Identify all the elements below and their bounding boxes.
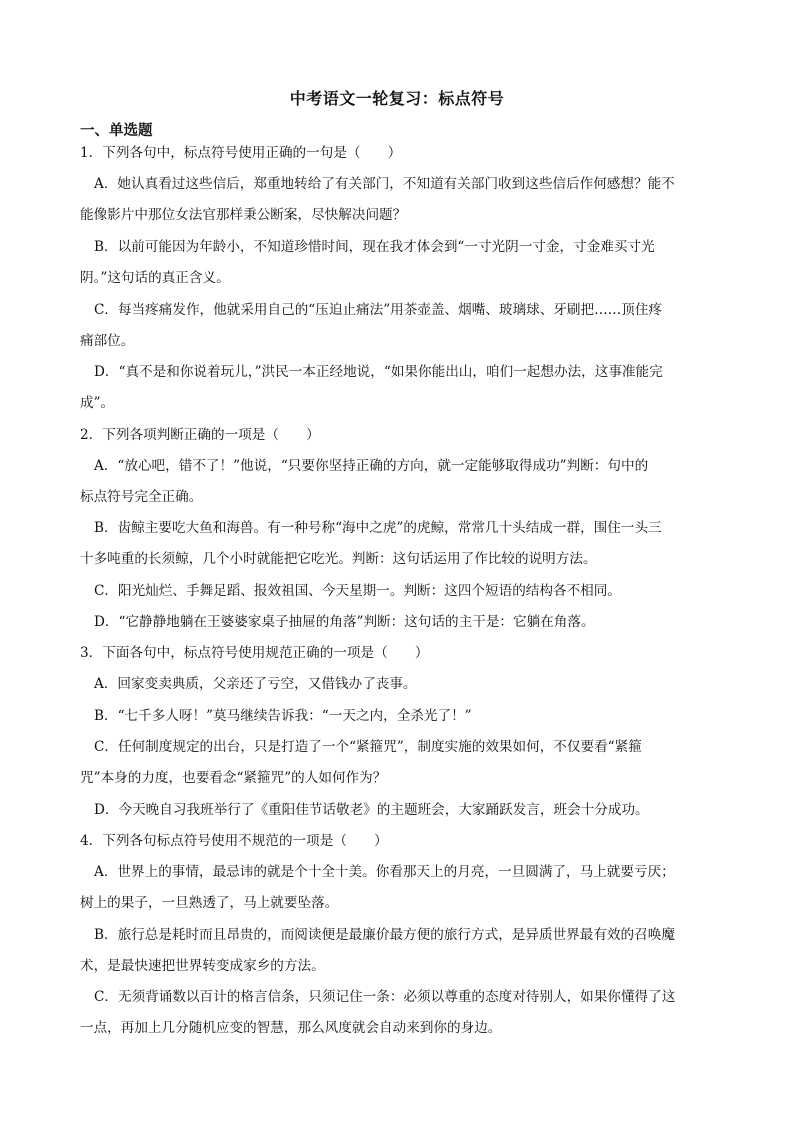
q4-option-a-line-2: 树上的果子，一旦熟透了，马上就要坠落。 (80, 895, 339, 911)
q2-option-c: C．阳光灿烂、手舞足蹈、报效祖国、今天星期一。判断：这四个短语的结构各不相同。 (94, 583, 621, 599)
section-heading: 一、单选题 (80, 123, 153, 139)
page-title: 中考语文一轮复习：标点符号 (289, 89, 505, 108)
q4-option-c-line-1: C．无须背诵数以百计的格言信条，只须记住一条：必须以尊重的态度对待别人，如果你懂得了这 (94, 989, 676, 1005)
q2-option-b-line-1: B．齿鲸主要吃大鱼和海兽。有一种号称“海中之虎”的虎鲸，常常几十头结成一群，围住一头三 (94, 520, 662, 536)
q1-option-d-line-1: D．“真不是和你说着玩儿，”洪民一本正经地说，“如果你能出山，咱们一起想办法，这事准能完 (94, 364, 663, 380)
q1-option-b-line-1: B．以前可能因为年龄小，不知道珍惜时间，现在我才体会到“一寸光阴一寸金，寸金难买寸光 (94, 239, 655, 255)
q1-option-a-line-2: 能像影片中那位女法官那样秉公断案，尽快解决问题？ (80, 207, 407, 223)
q3-option-b: B．“七千多人呀！”莫马继续告诉我：“一天之内，全杀光了！” (94, 708, 472, 724)
question-3-stem: 3．下面各句中，标点符号使用规范正确的一项是（ ） (80, 645, 429, 661)
question-4-stem: 4．下列各句标点符号使用不规范的一项是（ ） (80, 833, 388, 849)
q4-option-b-line-1: B．旅行总是耗时而且昂贵的，而阅读便是最廉价最方便的旅行方式，是异质世界最有效的召唤魔 (94, 927, 675, 943)
q2-option-a-line-2: 标点符号完全正确。 (80, 489, 203, 505)
question-2-stem: 2．下列各项判断正确的一项是（ ） (80, 427, 320, 443)
q3-option-c-line-2: 咒”本身的力度，也要看念“紧箍咒”的人如何作为？ (80, 770, 387, 786)
q4-option-c-line-2: 一点，再加上几分随机应变的智慧，那么风度就会自动来到你的身边。 (80, 1020, 502, 1036)
q1-option-b-line-2: 阴。”这句话的真正含义。 (80, 270, 230, 286)
q4-option-a-line-1: A．世界上的事情，最忌讳的就是个十全十美。你看那天上的月亮，一旦圆满了，马上就要亏厌； (94, 864, 675, 880)
q3-option-c-line-1: C．任何制度规定的出台，只是打造了一个“紧箍咒”，制度实施的效果如何，不仅要看“紧箍 (94, 739, 642, 755)
q4-option-b-line-2: 术，是最快速把世界转变成家乡的方法。 (80, 958, 325, 974)
q2-option-b-line-2: 十多吨重的长须鲸，几个小时就能把它吃光。判断：这句话运用了作比较的说明方法。 (80, 551, 597, 567)
q2-option-d: D．“它静静地躺在王婆婆家桌子抽屉的角落”判断：这句话的主干是：它躺在角落。 (94, 614, 595, 630)
q1-option-c-line-1: C．每当疼痛发作，他就采用自己的“压迫止痛法”用茶壶盖、烟嘴、玻璃球、牙刷把……顶住疼 (94, 302, 663, 318)
q3-option-d: D．今天晚自习我班举行了《重阳佳节话敬老》的主题班会，大家踊跃发言，班会十分成功。 (94, 802, 649, 818)
question-1-stem: 1．下列各句中，标点符号使用正确的一句是（ ） (80, 145, 402, 161)
q2-option-a-line-1: A．“放心吧，错不了！”他说，“只要你坚持正确的方向，就一定能够取得成功”判断：句中的 (94, 458, 649, 474)
q1-option-d-line-2: 成”。 (80, 395, 115, 411)
q1-option-c-line-2: 痛部位。 (80, 333, 135, 349)
q3-option-a: A．回家变卖典质，父亲还了亏空，又借钱办了丧事。 (94, 676, 417, 692)
q1-option-a-line-1: A．她认真看过这些信后，郑重地转给了有关部门，不知道有关部门收到这些信后作何感想？能不 (94, 176, 675, 192)
